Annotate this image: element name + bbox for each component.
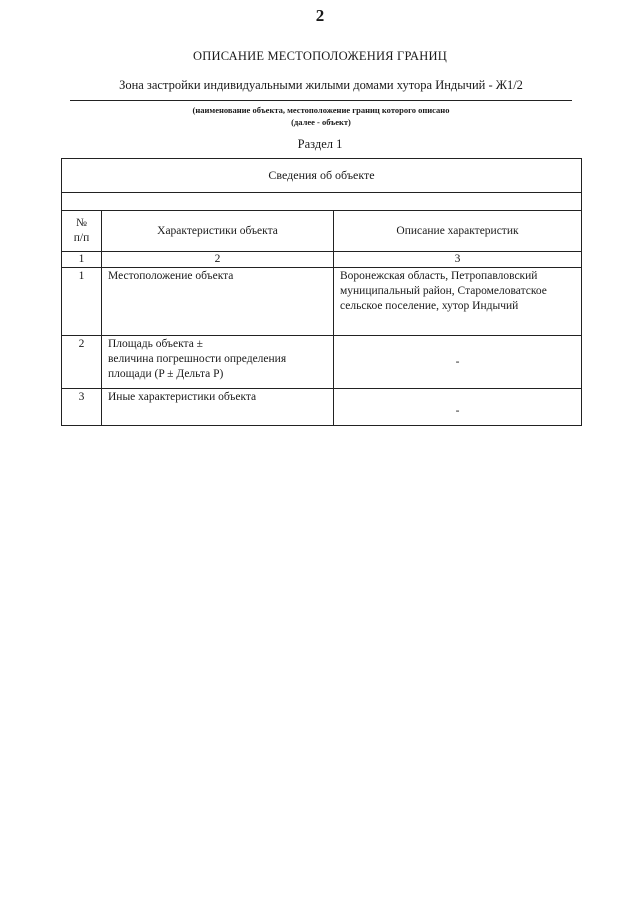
- row-characteristic: [102, 336, 334, 389]
- row-number: 1: [62, 268, 102, 336]
- table-row: [62, 389, 582, 426]
- header-num: [62, 211, 102, 252]
- text-line: Площадь объекта ±: [108, 338, 203, 350]
- header-description: Описание характеристик: [334, 211, 582, 252]
- row-number: 3: [62, 389, 102, 426]
- text-line: муниципальный район, Старомеловатское: [340, 285, 547, 297]
- text-line: -: [455, 355, 460, 368]
- column-index-cell: 1: [62, 252, 102, 268]
- row-description: [334, 389, 582, 426]
- header-num-line: п/п: [73, 232, 90, 244]
- header-num-line: №: [76, 217, 87, 229]
- table-spacer-cell: [62, 193, 582, 211]
- table-spacer-row: [62, 193, 582, 211]
- text-line: Местоположение объекта: [108, 270, 234, 282]
- row-number: 2: [62, 336, 102, 389]
- row-description: [334, 336, 582, 389]
- text-line: сельское поселение, хутор Индычий: [340, 300, 519, 312]
- text-line: -: [455, 405, 460, 417]
- object-name-underline: [70, 100, 572, 101]
- table-title-row: [62, 159, 582, 193]
- row-characteristic: [102, 268, 334, 336]
- table-row: [62, 336, 582, 389]
- table-header-row: [62, 211, 582, 252]
- object-caption-line: (наименование объекта, местоположение границ которого описано: [192, 105, 450, 115]
- column-index-row: [62, 252, 582, 268]
- table-row: [62, 268, 582, 336]
- text-line: площади (P ± Дельта P): [108, 368, 224, 380]
- text-line: величина погрешности определения: [108, 353, 287, 365]
- page-number: 2: [315, 6, 325, 25]
- document-title: ОПИСАНИЕ МЕСТОПОЛОЖЕНИЯ ГРАНИЦ: [193, 49, 447, 63]
- text-line: Иные характеристики объекта: [108, 391, 257, 403]
- text-line: Воронежская область, Петропавловский: [340, 270, 538, 282]
- row-description: [334, 268, 582, 336]
- row-characteristic: [102, 389, 334, 426]
- object-name: Зона застройки индивидуальными жилыми домами хутора Индычий - Ж1/2: [119, 78, 523, 92]
- column-index-cell: 3: [334, 252, 582, 268]
- header-characteristics: Характеристики объекта: [102, 211, 334, 252]
- object-info-table: [61, 158, 582, 426]
- section-label: Раздел 1: [297, 137, 343, 151]
- object-caption-line: (далее - объект): [291, 117, 351, 127]
- column-index-cell: 2: [102, 252, 334, 268]
- object-caption: [70, 104, 572, 128]
- table-title: Сведения об объекте: [62, 159, 582, 193]
